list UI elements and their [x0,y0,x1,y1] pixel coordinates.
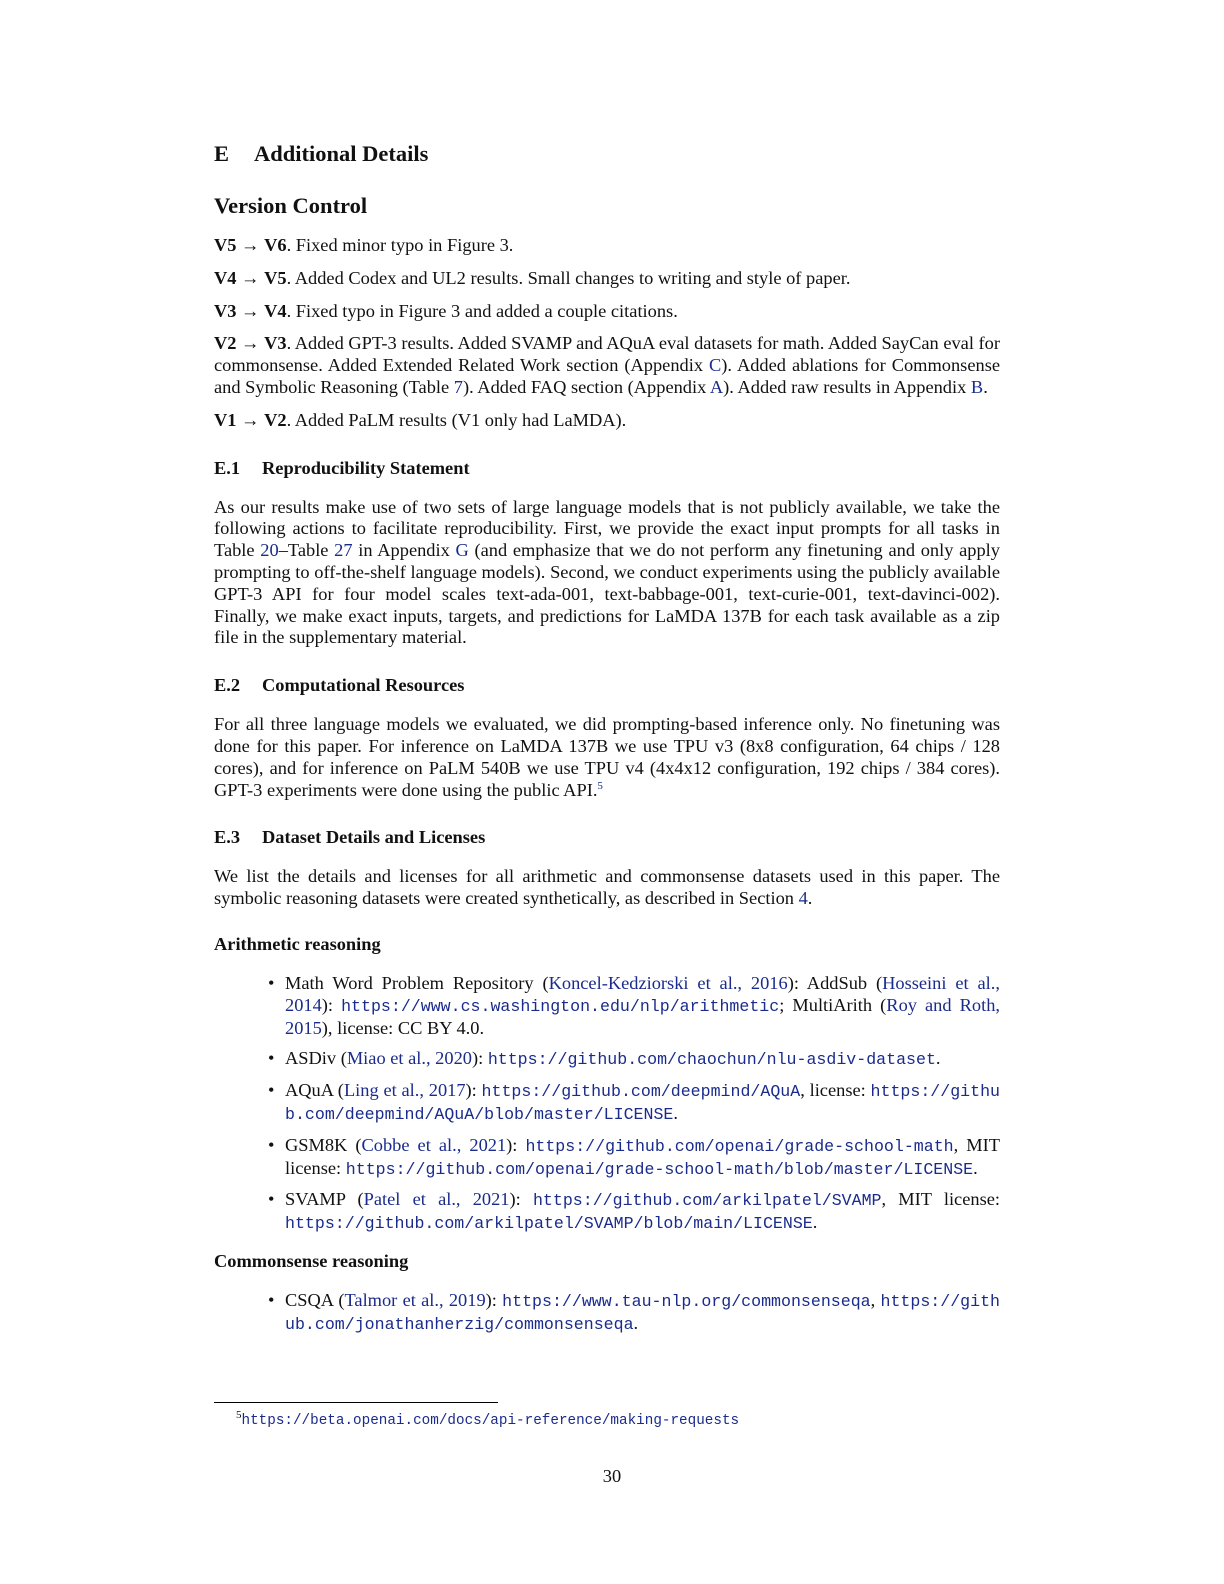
citation-hosseini[interactable]: Hosseini et al., 2014 [285,972,1000,1015]
citation-talmor[interactable]: Talmor et al., 2019 [344,1289,486,1310]
version-text: ). Added FAQ section (Appendix [463,376,710,397]
version-entry-v3-v4: V3 → V4. Fixed typo in Figure 3 and added a couple citations. [214,300,678,321]
url-gsm8k[interactable]: https://github.com/openai/grade-school-math [525,1136,954,1156]
list-item-svamp [285,1189,1000,1235]
item-text: AQuA ( [285,1080,344,1101]
item-text: ASDiv ( [285,1048,347,1069]
item-text: ): AddSub ( [787,972,883,993]
item-text: ): [465,1080,482,1101]
version-entry-v1-v2: V1 → V2. Added PaLM results (V1 only had LaMDA). [214,409,627,430]
subsection-number: E.2 [214,675,241,696]
url-gsm8k-license[interactable]: https://github.com/openai/grade-school-math/blob/master/LICENSE [345,1159,974,1179]
paragraph-text: –Table [278,540,335,561]
page-content [214,136,1000,1345]
version-text: Fixed minor typo in Figure 3. [295,235,514,255]
url-csqa-github[interactable]: https://github.com/jonathanherzig/commonsenseqa [285,1291,1000,1334]
subsection-heading-e2 [214,673,1000,697]
paragraph-text: in Appendix [352,540,456,561]
subsection-heading-e1 [214,456,1000,480]
item-text: ): [509,1189,533,1210]
reproducibility-paragraph [214,497,1000,650]
version-text: Added Codex and UL2 results. Small changes to writing and style of paper. [294,267,851,288]
item-text: ): [506,1134,526,1155]
item-text: SVAMP ( [285,1189,364,1210]
item-text: , license: [800,1080,871,1101]
version-text: . [983,376,988,397]
section-number: E [214,141,230,166]
version-entry-v5-v6: V5 → V6. Fixed minor typo in Figure 3. [214,235,514,255]
item-text: ): [321,994,342,1015]
url-addsub[interactable]: https://www.cs.washington.edu/nlp/arithmetic [341,996,780,1016]
version-to: V4 [264,300,287,321]
section-heading [214,136,1000,172]
version-from: V1 [214,409,237,430]
section-title: Additional Details [254,141,429,166]
version-text: Added GPT-3 results. Added SVAMP and AQuA eval datasets for math. Added SayCan eval for commonsense. Added Extended Related Work section (Appendix [214,333,1000,376]
computational-resources-paragraph [214,714,1000,801]
item-text: . [812,1212,818,1233]
table-20-link[interactable]: 20 [260,540,279,561]
citation-ling[interactable]: Ling et al., 2017 [343,1080,466,1101]
version-entry-v4-v5: V4 → V5. Added Codex and UL2 results. Small changes to writing and style of paper. [214,267,851,288]
subsection-number: E.1 [214,457,241,478]
item-text: ): [471,1048,488,1069]
list-item-aqua [285,1080,1000,1126]
commonsense-dataset-list [214,1290,1000,1336]
url-svamp[interactable]: https://github.com/arkilpatel/SVAMP [532,1191,882,1211]
version-to: V6 [264,235,287,255]
paragraph-text: For all three language models we evaluated, we did prompting-based inference only. No finetuning was done for this paper. For inference on LaMDA 137B we use TPU v3 (8x8 configuration, 64 chips / 128 cores), and for inference on PaLM 540B we use TPU v4 (4x4x12 configuration, 192 chips / 384 cores). GPT-3 experiments were done using the public API. [214,714,1000,800]
footnote-mark: 5 [236,1409,242,1421]
table-7-link[interactable]: 7 [453,376,463,397]
version-from: V5 [214,235,237,255]
paragraph-text: As our results make use of two sets of large language models that is not publicly available, we take the following actions to facilitate reproducibility. First, we provide the exact input prompts for all tasks in Table [214,496,1000,561]
subsection-title: Computational Resources [262,675,465,696]
subsection-title: Dataset Details and Licenses [262,827,486,848]
url-svamp-license[interactable]: https://github.com/arkilpatel/SVAMP/blob/main/LICENSE [285,1214,813,1234]
version-to: V5 [264,267,287,288]
item-text: ; MultiArith ( [779,994,887,1015]
item-text: , MIT license: [881,1189,1001,1210]
version-to: V2 [264,409,287,430]
version-entry-v2-v3: V2 → V3. Added GPT-3 results. Added SVAMP and AQuA eval datasets for math. Added SayCan eval for commonsense. Added Extended Related Work section (Appendix C). Added ablations for Commonsense and Symbolic Reasoning (Table 7). Added FAQ section (Appendix A). Added raw results in Appendix B. [214,333,1001,397]
dataset-details-paragraph [214,866,1000,910]
url-asdiv[interactable]: https://github.com/chaochun/nlu-asdiv-dataset [487,1050,936,1070]
page-number: 30 [602,1466,622,1486]
version-control-heading: Version Control [214,193,368,218]
table-27-link[interactable]: 27 [334,540,353,561]
paragraph-text: (and emphasize that we do not perform any finetuning and only apply prompting to off-the-shelf language models). Second, we conduct experiments using the publicly available GPT-3 API for four model scales text-ada-001, text-babbage-001, text-curie-001, text-davinci-002). Finally, we make exact inputs, targets, and predictions for LaMDA 137B for each task available as a zip file in the supplementary material. [214,540,1000,648]
version-from: V2 [214,333,237,354]
appendix-a-link[interactable]: A [709,376,724,397]
paragraph-text: . [807,888,813,909]
appendix-b-link[interactable]: B [970,376,984,397]
url-csqa[interactable]: https://www.tau-nlp.org/commonsenseqa [502,1291,871,1311]
commonsense-reasoning-heading: Commonsense reasoning [214,1250,409,1271]
version-text: Fixed typo in Figure 3 and added a couple citations. [295,300,678,321]
citation-miao[interactable]: Miao et al., 2020 [346,1048,472,1069]
subsection-number: E.3 [214,827,241,848]
footnote-rule [214,1402,498,1403]
url-aqua[interactable]: https://github.com/deepmind/AQuA [481,1082,801,1102]
item-text: ), license: CC BY 4.0. [321,1017,485,1038]
citation-koncel-kedziorski[interactable]: Koncel-Kedziorski et al., 2016 [548,972,788,993]
appendix-c-link[interactable]: C [709,355,722,376]
version-from: V4 [214,267,237,288]
item-text: . [935,1048,941,1069]
list-item-csqa [285,1290,1000,1336]
item-text: . [633,1312,639,1333]
list-item-gsm8k [285,1135,1000,1181]
version-text: ). Added ablations for Commonsense and Symbolic Reasoning (Table [214,355,1001,397]
item-text: ): [485,1289,503,1310]
item-text: , MIT license: [285,1134,1000,1178]
arithmetic-dataset-list [214,973,1000,1235]
appendix-g-link[interactable]: G [455,540,469,561]
item-text: . [673,1102,678,1123]
item-text: Math Word Problem Repository ( [285,972,549,993]
item-text: GSM8K ( [285,1134,362,1155]
list-item-asdiv [285,1048,1000,1071]
subsection-title: Reproducibility Statement [262,457,470,478]
item-text: CSQA ( [285,1289,345,1310]
item-text: . [973,1157,978,1178]
citation-patel[interactable]: Patel et al., 2021 [363,1189,510,1210]
footnote-5-link[interactable]: 5 [597,779,603,792]
subsection-heading-e3 [214,825,1000,849]
version-text: Added PaLM results (V1 only had LaMDA). [294,409,627,430]
item-text: , [870,1289,881,1310]
version-to: V3 [264,333,287,354]
section-4-link[interactable]: 4 [798,888,808,909]
list-item-mwp [285,973,1000,1039]
footnote-5 [236,1409,739,1429]
arithmetic-reasoning-heading: Arithmetic reasoning [214,933,381,954]
citation-roy-roth[interactable]: Roy and Roth, 2015 [285,994,1000,1038]
citation-cobbe[interactable]: Cobbe et al., 2021 [361,1134,507,1155]
paragraph-text: We list the details and licenses for all arithmetic and commonsense datasets used in this paper. The symbolic reasoning datasets were created synthetically, as described in Section [214,866,1000,909]
footnote-url[interactable]: https://beta.openai.com/docs/api-reference/making-requests [241,1413,740,1429]
url-aqua-license[interactable]: https://github.com/deepmind/AQuA/blob/master/LICENSE [285,1082,1000,1124]
version-from: V3 [214,300,237,321]
version-text: ). Added raw results in Appendix [723,376,971,397]
